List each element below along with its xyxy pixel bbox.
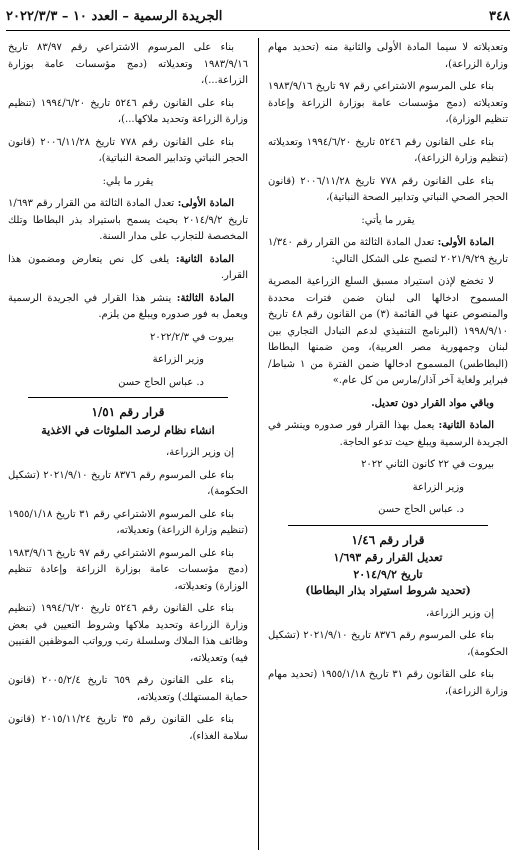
article-text: ينشر هذا القرار في الجريدة الرسمية ويعمل به فور صدوره ويبلغ من يلزم.	[8, 292, 248, 320]
page-number: ٣٤٨	[489, 8, 510, 24]
separator	[28, 397, 228, 398]
article-label: المادة الثالثة:	[176, 292, 234, 304]
paragraph: بناء على القانون رقم ٥٢٤٦ تاريخ ١٩٩٤/٦/٢٠ وتعديلاته (تنظيم وزارة الزراعة)،	[268, 136, 508, 164]
paragraph: بناء على المرسوم رقم ٨٣٧٦ تاريخ ٢٠٢١/٩/١٠ (تشكيل الحكومة)،	[268, 630, 508, 658]
paragraph: وتعديلاته لا سيما المادة الأولى والثانية منه (تحديد مهام وزارة الزراعة)،	[268, 42, 508, 70]
paragraph: بناء على المرسوم رقم ٨٣٧٦ تاريخ ٢٠٢١/٩/١٠ (تشكيل الحكومة)،	[8, 469, 248, 497]
paragraph: بناء على القانون رقم ٣٥ تاريخ ٢٠١٥/١١/٢٤ (قانون سلامة الغذاء)،	[8, 714, 248, 742]
page-header	[6, 6, 510, 31]
article-2	[268, 418, 508, 451]
article-1	[8, 196, 248, 246]
amend-title: تعديل القرار رقم ١/٦٩٣	[333, 551, 443, 564]
paragraph: بناء على المرسوم الاشتراعي رقم ٨٣/٩٧ تاريخ ١٩٨٣/٩/١٦ وتعديلاته (دمج مؤسسات عامة بوزارة الزراعة...)،	[8, 42, 248, 86]
paragraph: بناء على المرسوم الاشتراعي رقم ٩٧ تاريخ ١٩٨٣/٩/١٦ وتعديلاته (دمج مؤسسات عامة بوزارة الزراعة وإعادة تنظيم الوزارة)،	[268, 81, 508, 125]
paragraph: بناء على المرسوم الاشتراعي رقم ٣١ تاريخ ١٩٥٥/١/١٨ (تنظيم وزارة الزراعة) وتعديلاته،	[8, 508, 248, 536]
paragraph: بناء على القانون رقم ٥٢٤٦ تاريخ ١٩٩٤/٦/٢٠ (تنظيم وزارة الزراعة وتحديد ملاكها...)،	[8, 97, 248, 125]
minister-name: د. عباس الحاج حسن	[118, 376, 204, 388]
minister-title: وزير الزراعة	[412, 481, 464, 493]
decision-subject: انشاء نظام لرصد الملوثات في الاغذية	[41, 423, 215, 437]
decision-title: قرار رقم ١/٤٦	[351, 532, 425, 547]
gazette-title: الجريدة الرسمية – العدد ١٠ – ٢٠٢٢/٣/٣	[6, 8, 223, 24]
paragraph: بناء على القانون رقم ٣١ تاريخ ١٩٥٥/١/١٨ (تحديد مهام وزارة الزراعة)،	[268, 669, 508, 697]
article-2	[8, 252, 248, 285]
minister-title: وزير الزراعة	[152, 354, 204, 365]
sign-date: بيروت في ٢٠٢٢/٢/٣	[149, 331, 234, 343]
paragraph: بناء على القانون رقم ٧٧٨ تاريخ ٢٠٠٦/١١/٢٨ (قانون الحجر النباتي وتدابير الصحة النباتية)،	[8, 136, 248, 164]
article-text: تعدل المادة الثالثة من القرار رقم ١/٣٤٠ تاريخ ٢٠٢١/٩/٢٩ لتصبح على الشكل التالي:	[268, 237, 508, 265]
decision-title: قرار رقم ١/٥١	[91, 405, 165, 419]
amend-subject: (تحديد شروط استيراد بذار البطاطا)	[305, 584, 471, 597]
intro: إن وزير الزراعة،	[426, 607, 494, 619]
article-label: المادة الثانية:	[438, 420, 494, 431]
minister-name: د. عباس الحاج حسن	[378, 504, 464, 515]
article-3	[8, 291, 248, 324]
article-text: يعمل بهذا القرار فور صدوره وينشر في الجريدة الرسمية ويبلغ حيث تدعو الحاجة.	[268, 420, 508, 448]
decides-heading: يقرر ما يأتي:	[361, 214, 415, 226]
sign-date: بيروت في ٢٢ كانون الثاني ٢٠٢٢	[361, 459, 494, 470]
article-text: تعدل المادة الثالثة من القرار رقم ١/٦٩٣ تاريخ ٢٠١٤/٩/٢ بحيث يسمح باستيراد بذر البطاطا وتلك المخصصة للتجارب على مدار السنة.	[8, 198, 248, 242]
decides-heading: يقرر ما يلي:	[102, 175, 154, 187]
separator	[288, 525, 488, 526]
intro: إن وزير الزراعة،	[166, 447, 234, 458]
paragraph: بناء على القانون رقم ٧٧٨ تاريخ ٢٠٠٦/١١/٢٨ (قانون الحجر الصحي النباتي وتدابير الصحة النباتية)،	[268, 175, 508, 203]
left-column	[8, 40, 248, 751]
article-text: يلغى كل نص يتعارض ومضمون هذا القرار.	[8, 253, 248, 281]
amend-date: تاريخ ٢٠١٤/٩/٢	[353, 567, 423, 581]
paragraph: بناء على القانون رقم ٥٢٤٦ تاريخ ١٩٩٤/٦/٢٠ (تنظيم وزارة الزراعة وتحديد ملاكها وشروط التعيين في بعض وظائف هذا الملاك وسلسلة رتب ورواتب الموظفين الفنيين فيه) وتعديلاته،	[8, 603, 248, 664]
article-label: المادة الثانية:	[175, 253, 235, 265]
paragraph: بناء على المرسوم الاشتراعي رقم ٩٧ تاريخ ١٩٨٣/٩/١٦ (دمج مؤسسات عامة بوزارة الزراعة وإعادة تنظيم الوزارة) وتعديلاته،	[8, 547, 248, 592]
article-1	[268, 235, 508, 268]
remaining-articles: وباقي مواد القرار دون تعديل.	[371, 397, 494, 409]
article-label: المادة الأولى:	[177, 198, 234, 209]
column-divider	[258, 38, 259, 850]
paragraph: بناء على القانون رقم ٦٥٩ تاريخ ٢٠٠٥/٢/٤ (قانون حماية المستهلك) وتعديلاته،	[8, 675, 248, 703]
right-column	[268, 40, 508, 706]
quoted-text: لا تخضع لإذن استيراد مسبق السلع الزراعية المصرية المسموح ادخالها الى لبنان ضمن فترات محددة والمنصوص عنها في القائمة (٣) من القانون رقم ٤٨ تاريخ ١٩٩٨/٩/١٠ (البرنامج التنفيذي لدعم التبادل التجاري بين لبنان وجمهورية مصر العربية)، ومن ضمنها البطاطا (البطاطس) المسموح ادخالها ضمن الفترة من ١ شباط/ فبراير ولغاية آخر آذار/مارس من كل عام.»	[268, 276, 509, 386]
article-label: المادة الأولى:	[437, 237, 494, 248]
